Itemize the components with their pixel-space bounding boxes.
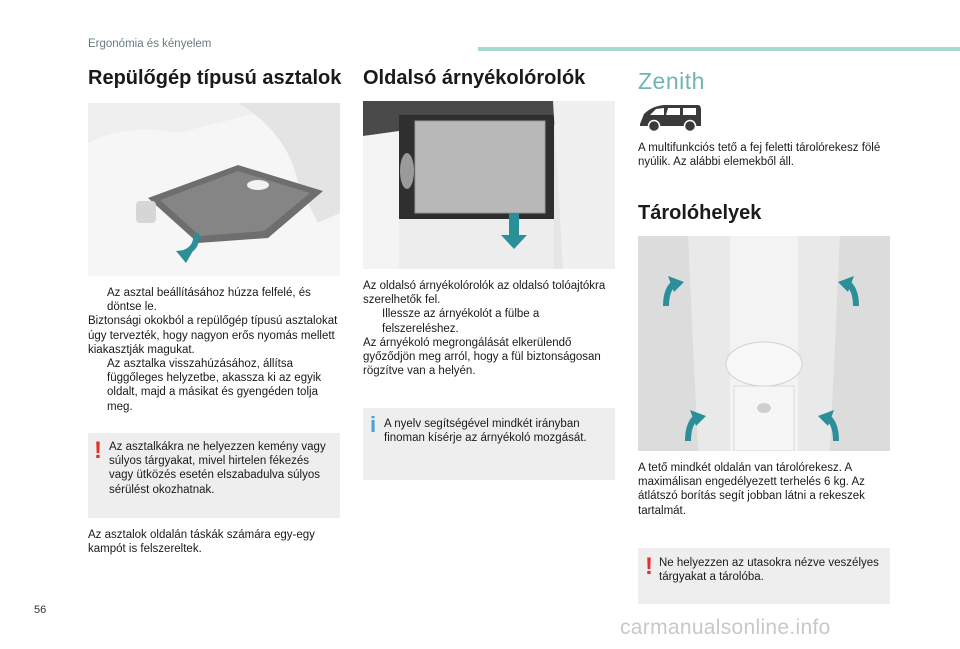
zenith-title: Zenith: [638, 68, 705, 94]
warning-icon: !: [645, 553, 653, 580]
side-blind-illustration: [363, 101, 615, 269]
warning-text: Ne helyezzen az utasokra nézve veszélyes tárgyakat a tárolóba.: [659, 557, 879, 584]
side-blinds-title: Oldalsó árnyékolórolók: [363, 67, 586, 89]
watermark: carmanualsonline.info: [620, 616, 831, 639]
ceiling-storage-illustration: [638, 236, 890, 451]
page-number: 56: [34, 604, 47, 616]
info-box: [363, 408, 615, 480]
paragraph: Biztonsági okokból a repülőgép típusú asztalokat úgy tervezték, hogy nagyon erős nyomás mellett kiakasztják magukat.: [88, 315, 338, 356]
paragraph: Az oldalsó árnyékolórolók az oldalsó tolóajtókra szerelhetők fel.: [363, 280, 606, 307]
paragraph: A multifunkciós tető a fej feletti tárolórekesz fölé nyúlik. Az alábbi elemekből áll.: [638, 142, 881, 169]
section-header: Ergonómia és kényelem: [88, 38, 212, 50]
paragraph: A tető mindkét oldalán van tárolórekesz. A maximálisan engedélyezett terhelés 6 kg. Az átlátszó borítás segít jobban látni a rekeszek tartalmát.: [638, 462, 865, 517]
airplane-table-image: [88, 103, 340, 276]
info-text: A nyelv segítségével mindkét irányban finoman kísérje az árnyékoló mozgását.: [384, 418, 587, 445]
paragraph: Az asztalok oldalán táskák számára egy-egy kampót is felszereltek.: [88, 529, 315, 556]
airplane-table-illustration: [88, 103, 340, 276]
bullet-item: Az asztalka visszahúzásához, állítsa függőleges helyzetbe, akassza ki az egyik oldalt, majd a másikat és gyengéden tolja meg.: [107, 358, 322, 413]
info-icon: i: [370, 412, 377, 437]
side-blind-image: [363, 101, 615, 269]
header-rule: [478, 47, 960, 51]
warning-box: [88, 433, 340, 518]
van-silhouette: [638, 102, 704, 134]
storage-image: [638, 236, 890, 451]
warning-text: Az asztalkákra ne helyezzen kemény vagy súlyos tárgyakat, mivel hirtelen fékezés vagy ütközés esetén elszabadulva súlyos sérülést okozhatnak.: [109, 441, 326, 496]
bullet-item: Az asztal beállításához húzza felfelé, és döntse le.: [107, 287, 311, 314]
bullet-item: Illessze az árnyékolót a fülbe a felszereléshez.: [382, 308, 540, 335]
airplane-tables-title: Repülőgép típusú asztalok: [88, 67, 342, 89]
paragraph: Az árnyékoló megrongálását elkerülendő győződjön meg arról, hogy a fül biztonságosan rögzítve van a helyén.: [363, 336, 601, 378]
warning-icon: !: [94, 437, 102, 464]
storage-title: Tárolóhelyek: [638, 202, 762, 224]
warning-box: [638, 548, 890, 604]
car-icon: [638, 102, 704, 139]
